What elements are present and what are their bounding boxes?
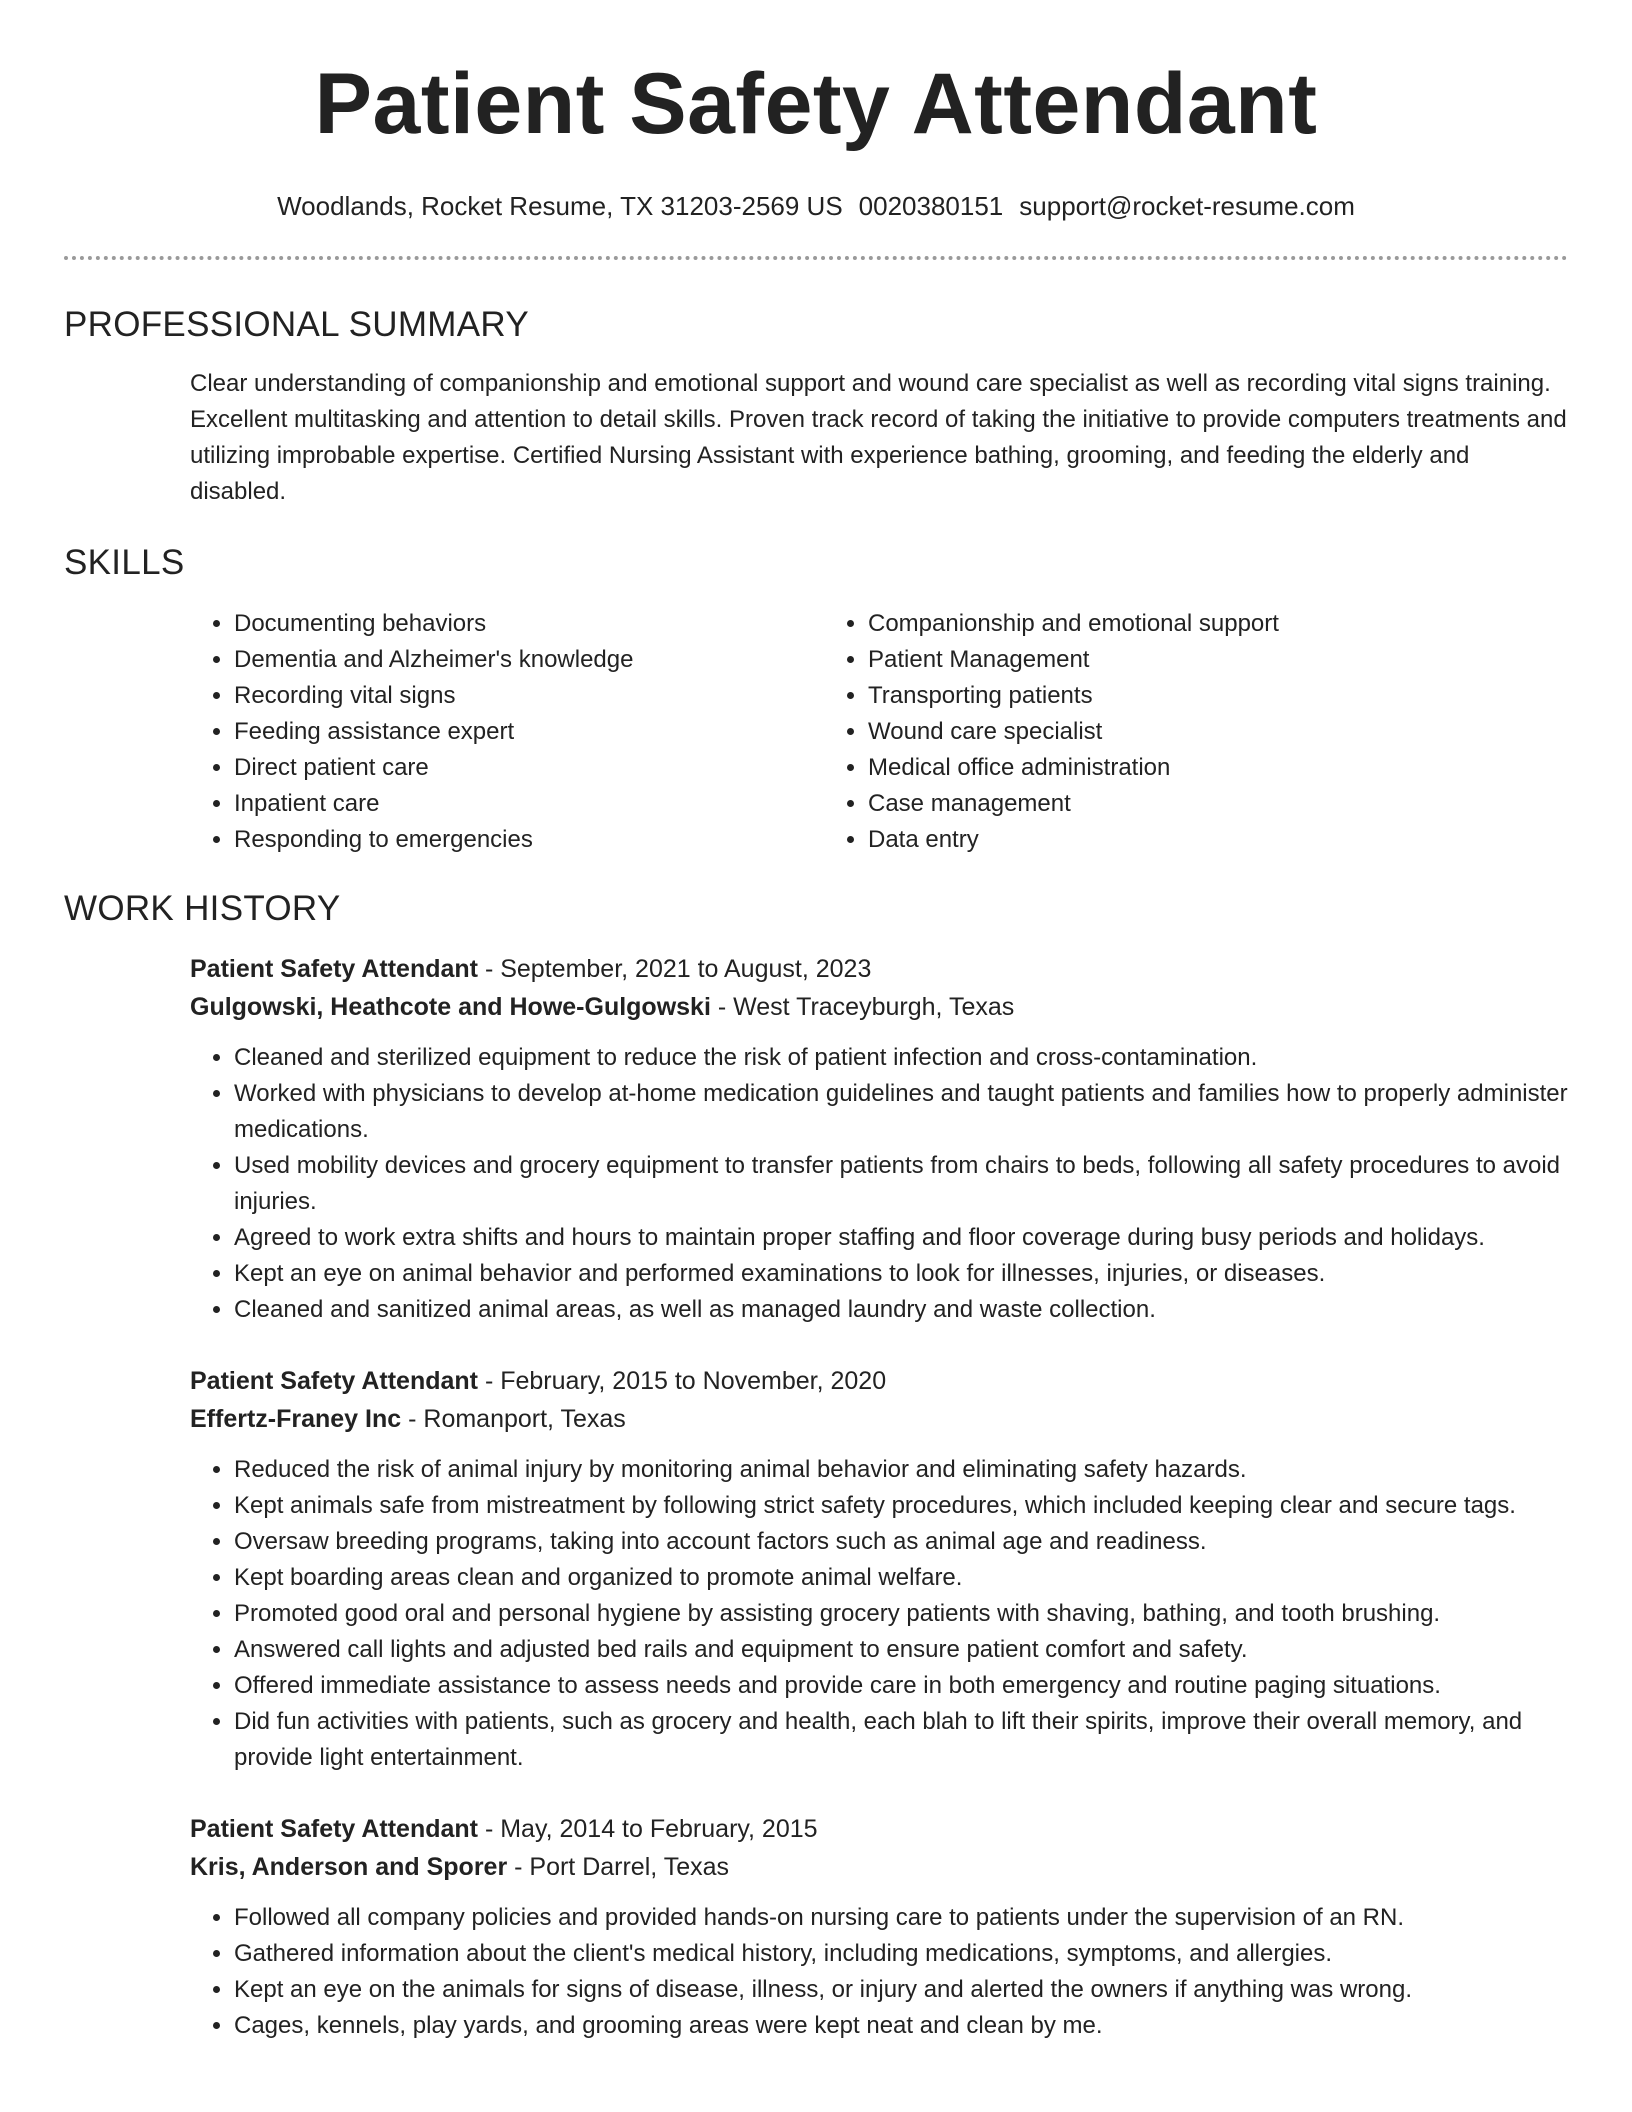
- contact-phone: 0020380151: [858, 191, 1004, 221]
- job-dates: - May, 2014 to February, 2015: [478, 1815, 818, 1843]
- skill-item: • Dementia and Alzheimer's knowledge: [234, 642, 824, 678]
- section-title-skills: SKILLS: [64, 543, 185, 582]
- job-bullet: • Cleaned and sanitized animal areas, as well as managed laundry and waste collection.: [234, 1292, 1568, 1328]
- job-bullet: • Kept an eye on the animals for signs of disease, illness, or injury and alerted the owners if anything was wrong.: [234, 1972, 1568, 2008]
- job-bullet: • Followed all company policies and provided hands-on nursing care to patients under the supervision of an RN.: [234, 1900, 1568, 1936]
- skill-item: • Patient Management: [868, 642, 1424, 678]
- contact-email: support@rocket-resume.com: [1019, 191, 1355, 221]
- job-company: Kris, Anderson and Sporer: [190, 1853, 508, 1881]
- job-title-line: [190, 1362, 1568, 1400]
- job-company-line: [190, 988, 1568, 1026]
- job-role: Patient Safety Attendant: [190, 1367, 479, 1395]
- job-bullet: • Promoted good oral and personal hygiene by assisting grocery patients with shaving, bathing, and tooth brushing.: [234, 1596, 1568, 1632]
- job-company-line: [190, 1848, 1568, 1886]
- skill-item: • Inpatient care: [234, 786, 824, 822]
- job-bullet: • Cages, kennels, play yards, and grooming areas were kept neat and clean by me.: [234, 2008, 1568, 2044]
- skill-item: • Feeding assistance expert: [234, 714, 824, 750]
- skills-column-right: [824, 606, 1424, 858]
- job-bullet: • Reduced the risk of animal injury by monitoring animal behavior and eliminating safety hazards.: [234, 1452, 1568, 1488]
- skill-item: • Companionship and emotional support: [868, 606, 1424, 642]
- contact-line: [64, 190, 1568, 222]
- job-bullet: • Kept boarding areas clean and organized to promote animal welfare.: [234, 1560, 1568, 1596]
- header-divider: [64, 256, 1568, 260]
- skills-column-left: [190, 606, 824, 858]
- skill-item: • Recording vital signs: [234, 678, 824, 714]
- skill-item: • Data entry: [868, 822, 1424, 858]
- job-company-line: [190, 1400, 1568, 1438]
- skill-item: • Responding to emergencies: [234, 822, 824, 858]
- skills-list: [190, 606, 1568, 858]
- job-role: Patient Safety Attendant: [190, 1815, 479, 1843]
- job-entry: [190, 950, 1568, 1328]
- job-location: - West Traceyburgh, Texas: [710, 993, 1015, 1021]
- job-bullet: • Agreed to work extra shifts and hours to maintain proper staffing and floor coverage during busy periods and holidays.: [234, 1220, 1568, 1256]
- job-location: - Port Darrel, Texas: [507, 1853, 730, 1881]
- job-dates: - February, 2015 to November, 2020: [478, 1367, 887, 1395]
- job-bullet: • Worked with physicians to develop at-home medication guidelines and taught patients and families how to properly administer medications.: [234, 1076, 1568, 1148]
- job-location: - Romanport, Texas: [401, 1405, 626, 1433]
- job-title-line: [190, 950, 1568, 988]
- job-entry: [190, 1810, 1568, 2044]
- job-bullet: • Answered call lights and adjusted bed rails and equipment to ensure patient comfort and safety.: [234, 1632, 1568, 1668]
- skill-item: • Transporting patients: [868, 678, 1424, 714]
- skill-item: • Medical office administration: [868, 750, 1424, 786]
- job-bullet: • Oversaw breeding programs, taking into account factors such as animal age and readiness.: [234, 1524, 1568, 1560]
- contact-address: Woodlands, Rocket Resume, TX 31203-2569 US: [277, 191, 843, 221]
- skill-item: • Case management: [868, 786, 1424, 822]
- job-company: Gulgowski, Heathcote and Howe-Gulgowski: [190, 993, 711, 1021]
- job-company: Effertz-Franey Inc: [190, 1405, 402, 1433]
- job-entry: [190, 1362, 1568, 1776]
- skill-item: • Documenting behaviors: [234, 606, 824, 642]
- job-title-line: [190, 1810, 1568, 1848]
- job-bullet: • Gathered information about the client's medical history, including medications, symptoms, and allergies.: [234, 1936, 1568, 1972]
- job-bullets: [190, 1040, 1568, 1328]
- job-bullet: • Used mobility devices and grocery equipment to transfer patients from chairs to beds, following all safety procedures to avoid injuries.: [234, 1148, 1568, 1220]
- skill-item: • Direct patient care: [234, 750, 824, 786]
- job-bullet: • Kept animals safe from mistreatment by following strict safety procedures, which included keeping clear and secure tags.: [234, 1488, 1568, 1524]
- job-bullets: [190, 1452, 1568, 1776]
- job-bullets: [190, 1900, 1568, 2044]
- job-bullet: • Did fun activities with patients, such as grocery and health, each blah to lift their spirits, improve their overall memory, and provide light entertainment.: [234, 1704, 1568, 1776]
- summary-text: Clear understanding of companionship and emotional support and wound care specialist as well as recording vital signs training. Excellent multitasking and attention to detail skills. Proven track record of taking the initiative to provide computers treatments and utilizing improbable expertise. Certified Nursing Assistant with experience bathing, grooming, and feeding the elderly and disabled.: [190, 370, 1567, 505]
- job-bullet: • Kept an eye on animal behavior and performed examinations to look for illnesses, injuries, or diseases.: [234, 1256, 1568, 1292]
- section-title-work-history: WORK HISTORY: [64, 889, 341, 928]
- section-title-summary: PROFESSIONAL SUMMARY: [64, 305, 529, 344]
- skill-item: • Wound care specialist: [868, 714, 1424, 750]
- job-bullet: • Cleaned and sterilized equipment to reduce the risk of patient infection and cross-contamination.: [234, 1040, 1568, 1076]
- job-dates: - September, 2021 to August, 2023: [478, 955, 872, 983]
- candidate-name: Patient Safety Attendant: [314, 56, 1318, 152]
- job-bullet: • Offered immediate assistance to assess needs and provide care in both emergency and routine paging situations.: [234, 1668, 1568, 1704]
- job-role: Patient Safety Attendant: [190, 955, 479, 983]
